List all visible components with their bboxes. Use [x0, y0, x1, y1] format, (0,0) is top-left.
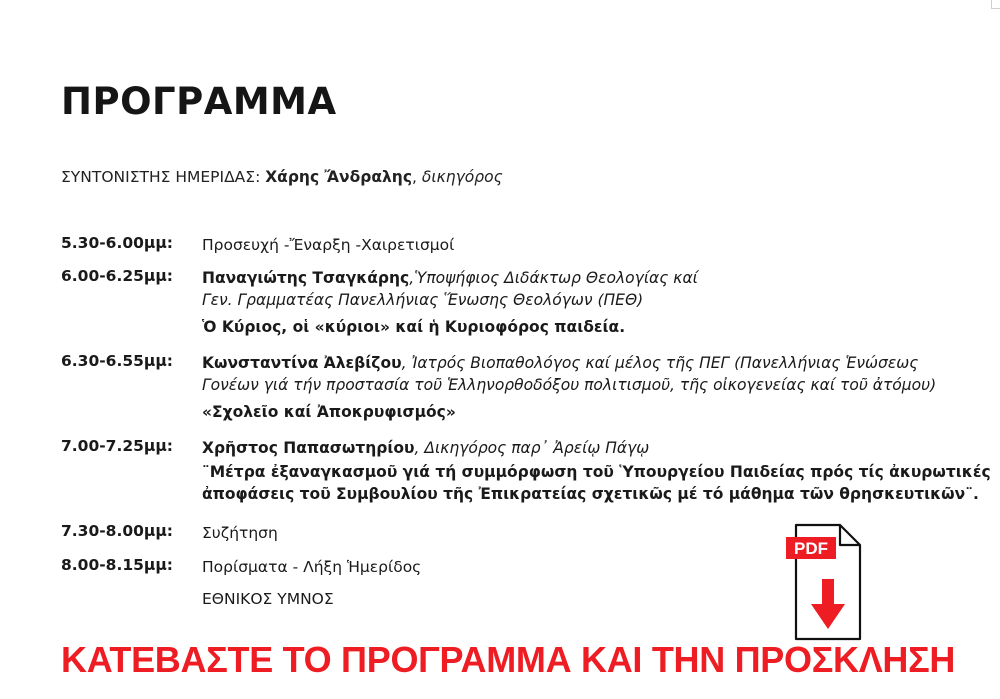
coordinator-name: Χάρης Ἄνδραλης: [265, 168, 413, 186]
coordinator-role: δικηγόρος: [421, 168, 503, 186]
schedule-content: [202, 352, 962, 423]
schedule-time: 6.00-6.25μμ:: [61, 267, 173, 285]
talk-topic: Ὁ Κύριος, οἱ «κύριοι» καί ἡ Κυριοφόρος παιδεία.: [202, 318, 626, 336]
speaker-name: Παναγιώτης Τσαγκάρης: [202, 269, 410, 287]
speaker-role: ,Ὑποψήφιος Διδάκτωρ Θεολογίας καί: [409, 269, 698, 287]
talk-topic-cont: ἀποφάσεις τοῦ Συμβουλίου τῆς Ἐπικρατείας σχετικῶς μέ τό μάθημα τῶν θρησκευτικῶν¨.: [202, 485, 979, 503]
speaker-name: Χρῆστος Παπασωτηρίου: [202, 439, 415, 457]
schedule-time: 6.30-6.55μμ:: [61, 352, 173, 370]
page-title: ΠΡΟΓΡΑΜΜΑ: [61, 80, 337, 123]
speaker-role: , Ἰατρός Βιοπαθολόγος καί μέλος τῆς ΠΕΓ (Πανελλήνιας Ἑνώσεως: [401, 354, 919, 372]
pdf-download-icon[interactable]: [768, 521, 885, 643]
schedule-text: Πορίσματα - Λήξη Ἡμερίδος: [202, 558, 422, 576]
corner-mark: [991, 0, 1000, 9]
schedule-time: 8.00-8.15μμ:: [61, 556, 173, 574]
schedule-text: Συζήτηση: [202, 524, 278, 542]
speaker-role: , Δικηγόρος παρ᾽ Ἀρείῳ Πάγῳ: [414, 439, 650, 457]
schedule-time: 7.30-8.00μμ:: [61, 522, 173, 540]
schedule-content: [202, 267, 962, 338]
schedule-text: Προσευχή -Ἔναρξη -Χαιρετισμοί: [202, 236, 455, 254]
download-program-link[interactable]: ΚΑΤΕΒΑΣΤΕ ΤΟ ΠΡΟΓΡΑΜΜΑ ΚΑΙ ΤΗΝ ΠΡΟΣΚΛΗΣΗ: [61, 639, 956, 680]
talk-topic: ¨Μέτρα ἐξαναγκασμοῦ γιά τή συμμόρφωση τοῦ Ὑπουργείου Παιδείας πρός τίς ἀκυρωτικές: [202, 463, 991, 481]
schedule-time: 5.30-6.00μμ:: [61, 234, 173, 252]
coordinator-line: [61, 168, 503, 186]
schedule-content: [202, 234, 962, 256]
coordinator-label: ΣΥΝΤΟΝΙΣΤΗΣ ΗΜΕΡΙΔΑΣ:: [61, 168, 261, 186]
coordinator-separator: ,: [412, 168, 417, 186]
national-anthem: ΕΘΝΙΚΟΣ ΥΜΝΟΣ: [202, 590, 334, 608]
speaker-role-cont: Γονέων γιά τήν προστασία τοῦ Ἑλληνορθοδόξου πολιτισμοῦ, τῆς οἰκογενείας καί τοῦ ἀτόμου): [202, 376, 937, 394]
talk-topic: «Σχολεῖο καί Ἀποκρυφισμός»: [202, 403, 456, 421]
schedule-time: 7.00-7.25μμ:: [61, 437, 173, 455]
speaker-role-cont: Γεν. Γραμματέας Πανελλήνιας Ἕνωσης Θεολόγων (ΠΕΘ): [202, 291, 644, 309]
speaker-name: Κωνσταντίνα Ἀλεβίζου: [202, 354, 402, 372]
download-arrow-icon: [822, 579, 834, 605]
pdf-label: PDF: [794, 539, 828, 558]
schedule-content: [202, 437, 991, 505]
